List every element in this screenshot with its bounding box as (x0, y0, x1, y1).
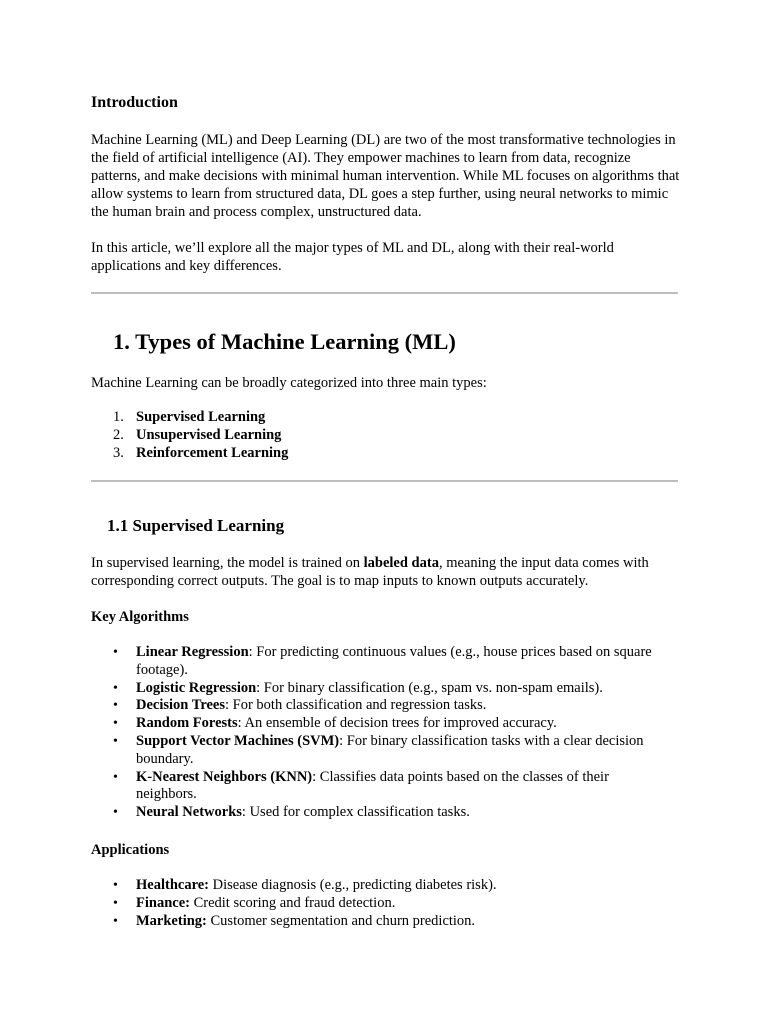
intro-paragraph-1: Machine Learning (ML) and Deep Learning (DL) are two of the most transformative technologies in the field of artificial intelligence (AI). They empower machines to learn from data, recognize patterns, and make decisions with minimal human intervention. While ML focuses on algorithms that allow systems to learn from structured data, DL goes a step further, using neural networks to mimic the human brain and process complex, unstructured data. (91, 132, 680, 220)
list-item: • Healthcare: Disease diagnosis (e.g., predicting diabetes risk). (113, 877, 497, 893)
list-item: • Support Vector Machines (SVM): For binary classification tasks with a clear decision boundary. (113, 732, 644, 767)
list-item: • Finance: Credit scoring and fraud detection. (113, 894, 396, 911)
list-item: • Random Forests: An ensemble of decision trees for improved accuracy. (113, 715, 557, 732)
list-item: • Logistic Regression: For binary classification (e.g., spam vs. non-spam emails). (113, 679, 603, 696)
list-item: 1. Supervised Learning (113, 409, 266, 425)
list-item: • Decision Trees: For both classification and regression tasks. (113, 697, 487, 714)
list-item: • Linear Regression: For predicting continuous values (e.g., house prices based on square footage). (113, 644, 652, 678)
section-1-heading: 1. Types of Machine Learning (ML) (113, 329, 456, 354)
applications-heading: Applications (91, 842, 170, 858)
list-item: • Neural Networks: Used for complex classification tasks. (113, 804, 470, 821)
applications-list (91, 877, 666, 930)
supervised-intro-paragraph: In supervised learning, the model is trained on labeled data, meaning the input data comes with corresponding correct outputs. The goal is to map inputs to known outputs accurately. (91, 555, 649, 589)
key-algorithms-heading: Key Algorithms (91, 609, 189, 625)
horizontal-rule (91, 292, 678, 294)
algorithms-list (91, 644, 666, 822)
intro-heading: Introduction (91, 94, 178, 111)
ml-types-list (91, 409, 681, 462)
intro-paragraph-2: In this article, we’ll explore all the major types of ML and DL, along with their real-world applications and key differences. (91, 240, 614, 274)
list-item: 3. Reinforcement Learning (113, 444, 289, 461)
list-item: • K-Nearest Neighbors (KNN): Classifies data points based on the classes of their neighbors. (113, 768, 609, 803)
section-1-1-heading: 1.1 Supervised Learning (107, 516, 285, 535)
section-1-lead: Machine Learning can be broadly categorized into three main types: (91, 375, 487, 391)
list-item: 2. Unsupervised Learning (113, 426, 282, 443)
list-item: • Marketing: Customer segmentation and churn prediction. (113, 912, 476, 929)
horizontal-rule (91, 480, 678, 482)
